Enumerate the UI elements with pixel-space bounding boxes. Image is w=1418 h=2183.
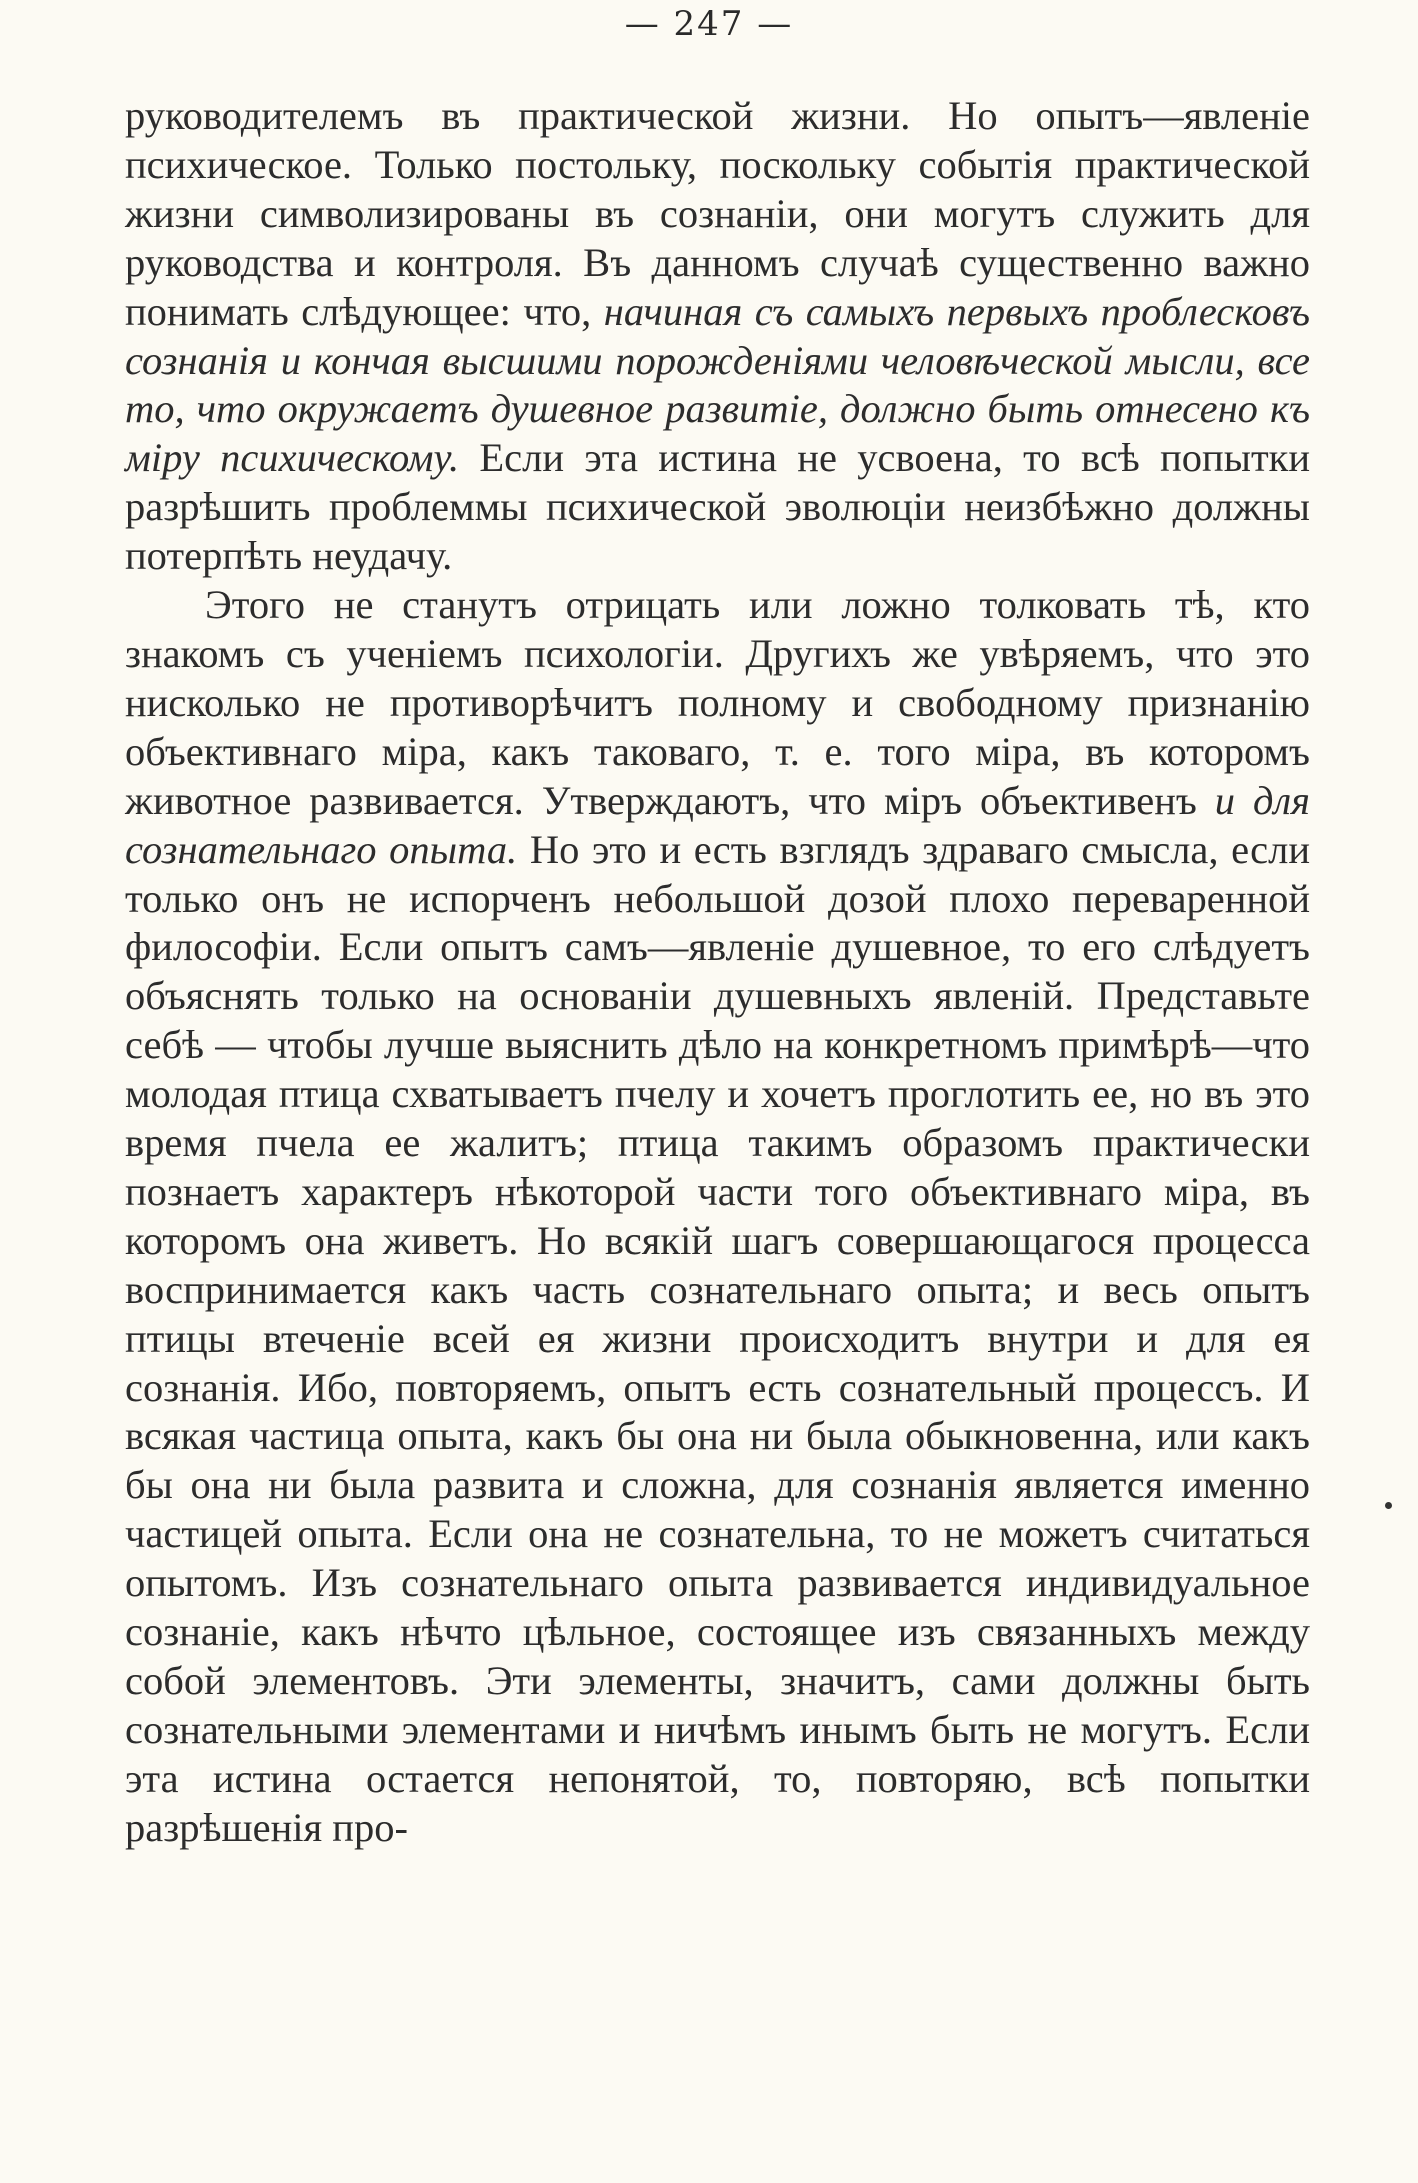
margin-ink-speck [1385, 1502, 1392, 1509]
paragraph-1 [125, 92, 1310, 581]
paragraph-2-text-end: Но это и есть взглядъ здраваго смысла, если только онъ не испорченъ небольшой дозой плохо переваренной философіи. Если опытъ самъ—явленіе душевное, то его слѣдуетъ объяснять только на основаніи душевныхъ явленій. Представьте себѣ — чтобы лучше выяснить дѣло на конкретномъ примѣрѣ—что молодая птица схватываетъ пчелу и хочетъ проглотить ее, но въ это время пчела ее жалитъ; птица такимъ образомъ практически познаетъ характеръ нѣкоторой части того объективнаго міра, въ которомъ она живетъ. Но всякій шагъ совершающагося процесса воспринимается какъ часть сознательнаго опыта; и весь опытъ птицы втеченіе всей ея жизни происходитъ внутри и для ея сознанія. Ибо, повторяемъ, опытъ есть сознательный процессъ. И всякая частица опыта, какъ бы она ни была обыкновенна, или какъ бы она ни была развита и сложна, для сознанія является именно частицей опыта. Если она не сознательна, то не можетъ считаться опытомъ. Изъ сознательнаго опыта развивается индивидуальное сознаніе, какъ нѣчто цѣльное, состоящее изъ связанныхъ между собой элементовъ. Эти элементы, значитъ, сами должны быть сознательными элементами и ничѣмъ инымъ быть не могутъ. Если эта истина остается непонятой, то, повторяю, всѣ попытки разрѣшенія про- [125, 826, 1310, 1850]
paragraph-1-text-end: Если эта истина не усвоена, то всѣ попытки разрѣшить проблеммы психической эволюціи неизбѣжно должны потерпѣть неудачу. [125, 435, 1310, 579]
page-number: — 247 — [624, 4, 794, 44]
paragraph-1-emphasis: начиная съ самыхъ первыхъ проблесковъ сознанія и кончая высшими порожденіями человѣческой мысли, все то, что окружаетъ душевное развитіе, должно быть отнесено къ міру психическому. [125, 288, 1310, 481]
paragraph-2-emphasis: и для сознательнаго опыта. [125, 777, 1310, 872]
body-text [125, 92, 1310, 1853]
paragraph-2-text-start: Этого не станутъ отрицать или ложно толковать тѣ, кто знакомъ съ ученіемъ психологіи. Другихъ же увѣряемъ, что это нисколько не противорѣчитъ полному и свободному признанію объективнаго міра, какъ таковаго, т. е. того міра, въ которомъ животное развивается. Утверждаютъ, что міръ объективенъ [125, 582, 1310, 823]
paragraph-1-text-start: руководителемъ въ практической жизни. Но опытъ—явленіе психическое. Только постольку, поскольку событія практической жизни символизированы въ сознаніи, они могутъ служить для руководства и контроля. Въ данномъ случаѣ существенно важно понимать слѣдующее: что, [125, 93, 1310, 334]
paragraph-2 [125, 581, 1310, 1853]
